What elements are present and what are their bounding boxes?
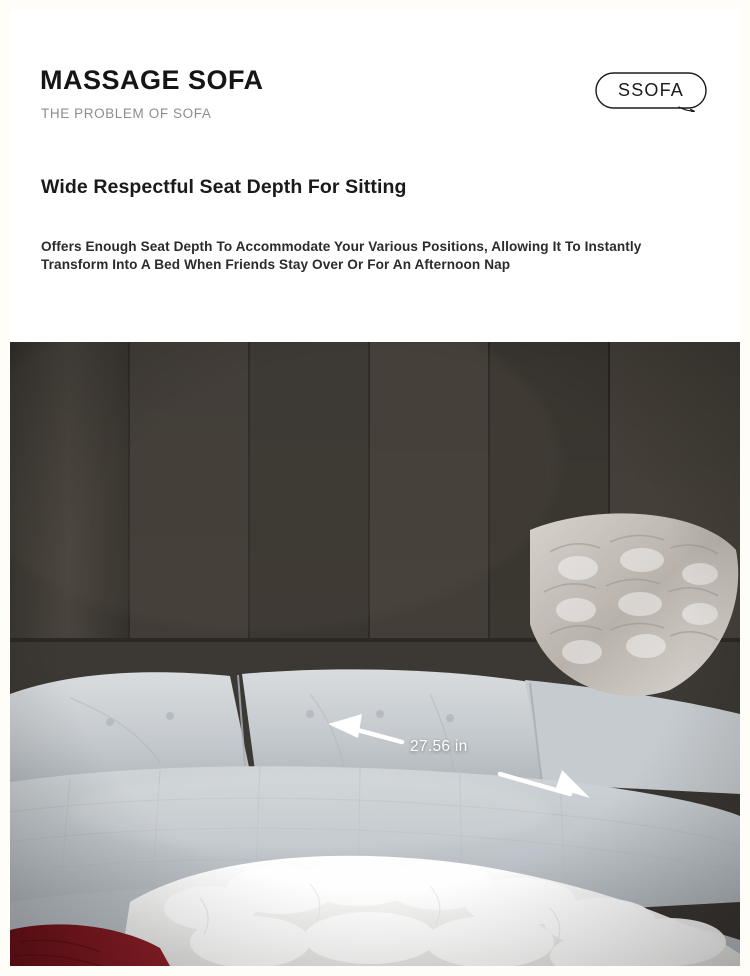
dimension-label: 27.56 in bbox=[410, 738, 468, 755]
section-body-text: Offers Enough Seat Depth To Accommodate Your Various Positions, Allowing It To Instantly Transform Into A Bed When Friends Stay Over Or For An Afternoon Nap bbox=[41, 239, 642, 273]
page-subtitle: THE PROBLEM OF SOFA bbox=[41, 106, 212, 121]
product-card bbox=[10, 10, 740, 966]
sofa-scene-illustration bbox=[10, 342, 740, 966]
brand-logo bbox=[595, 72, 707, 112]
product-photo bbox=[10, 342, 740, 966]
page-title: MASSAGE SOFA bbox=[40, 65, 264, 95]
brand-logo-text: SSOFA bbox=[617, 80, 685, 100]
header-section bbox=[10, 10, 740, 342]
section-headline: Wide Respectful Seat Depth For Sitting bbox=[41, 176, 407, 198]
